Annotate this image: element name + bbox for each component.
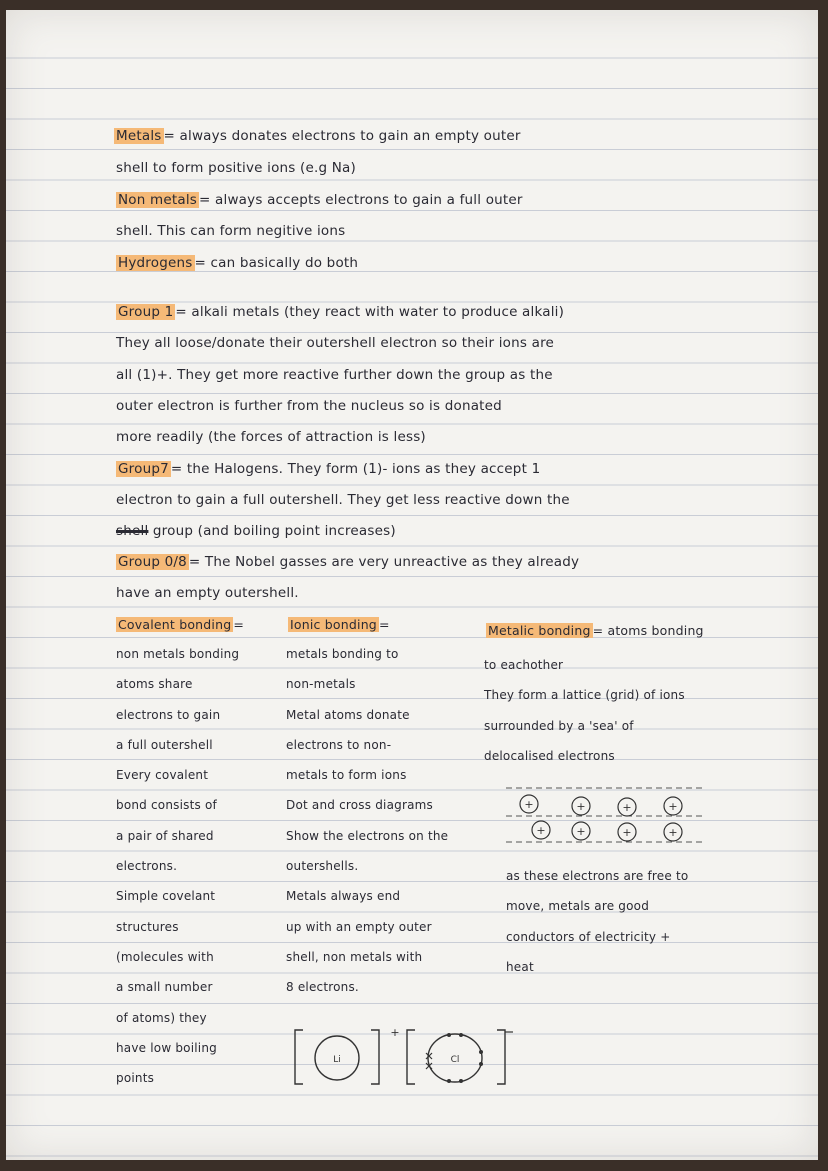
electron-cross — [426, 1053, 432, 1069]
covalent-column — [116, 639, 288, 1093]
covalent-heading: Covalent bonding = — [118, 617, 245, 632]
group0-term: Group 0/8 — [118, 554, 187, 570]
nonmetals-line-2: shell. This can form negitive ions — [116, 223, 346, 239]
li-label: Li — [333, 1055, 341, 1065]
covalent-line: (molecules with — [116, 949, 214, 964]
ion-plus: + — [622, 826, 632, 839]
group7-term: Group7 — [118, 461, 169, 477]
group0-line-2: have an empty outershell. — [116, 585, 299, 601]
covalent-line: electrons. — [116, 859, 178, 874]
covalent-line: structures — [116, 919, 179, 934]
metallic-column-lower — [506, 861, 811, 982]
covalent-line: of atoms) they — [116, 1010, 207, 1025]
group7-line-1: Group7 = the Halogens. They form (1)- ions as they accept 1 — [118, 461, 541, 477]
metallic-line: as these electrons are free to — [506, 869, 689, 883]
metallic-line: delocalised electrons — [484, 748, 615, 763]
metallic-line: heat — [506, 959, 534, 974]
covalent-line: have low boiling — [116, 1040, 217, 1055]
nonmetals-term: Non metals — [118, 192, 198, 208]
ion-plus: + — [524, 798, 534, 811]
metallic-line: conductors of electricity + — [506, 929, 671, 944]
ion-row-1 — [520, 795, 682, 816]
ion-plus: + — [668, 826, 678, 839]
cl-label: Cl — [450, 1055, 460, 1065]
covalent-line: a small number — [116, 980, 213, 995]
metallic-lattice-diagram — [501, 780, 711, 850]
metallic-line: They form a lattice (grid) of ions — [484, 688, 685, 703]
ionic-line: electrons to non- — [286, 737, 392, 752]
group1-line-2: They all loose/donate their outershell electron so their ions are — [116, 335, 555, 351]
metals-line-2: shell to form positive ions (e.g Na) — [116, 160, 356, 176]
group1-line-3: all (1)+. They get more reactive further down the group as the — [116, 367, 553, 383]
covalent-line: a full outershell — [116, 737, 213, 752]
ionic-line: metals to form ions — [286, 768, 407, 783]
ionic-line: outershells. — [286, 859, 359, 874]
ion-plus: + — [668, 800, 678, 813]
ionic-line: non-metals — [286, 677, 356, 692]
ionic-line: Metals always end — [286, 889, 401, 904]
hydrogens-term: Hydrogens — [118, 255, 193, 271]
ion-plus: + — [622, 801, 632, 814]
hydrogens-line: Hydrogens = can basically do both — [118, 255, 359, 271]
group1-line-5: more readily (the forces of attraction is less) — [116, 429, 426, 445]
ionic-line: shell, non metals with — [286, 949, 423, 964]
group1-line-4: outer electron is further from the nucleus so is donated — [116, 398, 502, 414]
group1-term: Group 1 — [118, 304, 174, 320]
ionic-line: metals bonding to — [286, 647, 399, 661]
ion-plus: + — [576, 800, 586, 813]
ion-plus: + — [536, 824, 546, 837]
ionic-line: Dot and cross diagrams — [286, 798, 433, 813]
li-charge: + — [390, 1026, 400, 1039]
covalent-line: points — [116, 1071, 155, 1086]
notebook-page — [6, 10, 818, 1160]
metallic-line: move, metals are good — [506, 899, 650, 914]
ionic-column — [286, 639, 486, 1003]
ionic-heading: Ionic bonding = — [290, 617, 390, 632]
covalent-line: non metals bonding — [116, 647, 240, 661]
metallic-line: to eachother — [484, 658, 564, 672]
ionic-line: Metal atoms donate — [286, 707, 410, 722]
metals-line-1: Metals = always donates electrons to gain an empty outer — [116, 128, 521, 144]
group0-line-1: Group 0/8 = The Nobel gasses are very unreactive as they already — [118, 554, 580, 570]
metallic-column — [484, 650, 814, 771]
covalent-line: Every covalent — [116, 768, 209, 783]
ion-row-2 — [532, 821, 682, 841]
metallic-heading: Metalic bonding = atoms bonding — [488, 623, 704, 638]
covalent-line: electrons to gain — [116, 707, 221, 722]
covalent-line: atoms share — [116, 677, 193, 692]
ionic-line: Show the electrons on the — [286, 828, 449, 843]
covalent-line: bond consists of — [116, 798, 217, 813]
group1-line-1: Group 1 = alkali metals (they react with water to produce alkali) — [118, 304, 565, 320]
ionic-line: up with an empty outer — [286, 919, 432, 934]
dot-cross-diagram — [291, 1022, 526, 1102]
group7-line-2: electron to gain a full outershell. They get less reactive down the — [116, 492, 570, 508]
nonmetals-line-1: Non metals = always accepts electrons to gain a full outer — [118, 192, 523, 208]
metals-term: Metals — [116, 128, 162, 144]
ionic-line: 8 electrons. — [286, 980, 359, 995]
covalent-line: Simple covelant — [116, 889, 216, 904]
ion-plus: + — [576, 825, 586, 838]
covalent-line: a pair of shared — [116, 828, 214, 843]
crossed-out-word: shell — [116, 523, 149, 539]
group7-line-3: shell group (and boiling point increases) — [116, 523, 396, 539]
metallic-line: surrounded by a 'sea' of — [484, 718, 634, 733]
